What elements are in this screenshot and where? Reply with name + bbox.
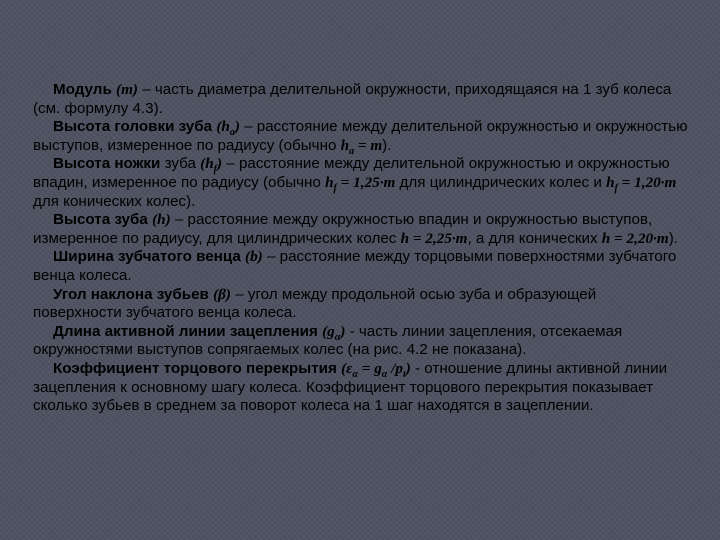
paragraph-helix-angle — [33, 286, 688, 323]
definition-mid: , а для конических — [467, 229, 602, 247]
definition: - часть линии зацепления, отсекаемая окружностями выступов сопрягаемых колес (на рис. 4.2 не показана). — [33, 322, 623, 359]
symbol: (β) — [213, 285, 231, 303]
paragraph-tooth-height — [33, 211, 688, 248]
symbol: ($\varepsilon_\alpha = g_\alpha$ $/p_t$) — [341, 359, 411, 380]
formula-2: h = 2,20·m — [601, 229, 669, 247]
symbol: $(h_f)$ — [200, 155, 223, 176]
term: Модуль — [53, 81, 112, 98]
definitions-text — [33, 81, 688, 416]
symbol: (m) — [116, 81, 138, 98]
term: Ширина зубчатого венца — [53, 248, 241, 266]
formula: $h_a = m$ — [340, 136, 383, 157]
definition: – расстояние между делительной окружностью и окружностью впадин, измеренное по радиусу (обычно — [33, 155, 670, 191]
paragraph-addendum — [33, 118, 688, 155]
symbol: (b) — [245, 248, 263, 266]
paragraph-contact-ratio — [33, 360, 688, 416]
term: Угол наклона зубьев — [53, 285, 209, 303]
formula-2: $h_f = 1,20\cdot m$ — [606, 173, 677, 194]
definition-end: ). — [668, 229, 678, 247]
term: Высота ножки — [53, 155, 161, 173]
term-rest: зуба — [160, 155, 201, 173]
definition-mid: для цилиндрических колес и — [395, 173, 607, 191]
term: Длина активной линии зацепления — [53, 322, 318, 340]
definition: – расстояние между окружностью впадин и окружностью выступов, измеренное по радиусу, для цилиндрических колес — [33, 211, 653, 247]
definition-end: ). — [382, 136, 392, 154]
definition: – расстояние между делительной окружностью и окружностью выступов, измеренное по радиусу (обычно — [33, 118, 688, 154]
symbol: (h) — [152, 211, 171, 229]
definition: – угол между продольной осью зуба и образующей поверхности зубчатого венца колеса. — [33, 285, 597, 322]
formula: $h_f = 1,25\cdot m$ — [325, 173, 396, 194]
term: Высота головки зуба — [53, 118, 213, 136]
term: Высота зуба — [53, 211, 148, 229]
paragraph-module — [33, 81, 688, 118]
definition: – часть диаметра делительной окружности, приходящаяся на 1 зуб колеса (см. формулу 4.3). — [33, 81, 672, 117]
definition: – расстояние между торцовыми поверхностями зубчатого венца колеса. — [33, 248, 677, 284]
formula: h = 2,25·m — [400, 229, 468, 247]
symbol: $(g_\alpha)$ — [322, 322, 346, 343]
paragraph-face-width — [33, 248, 688, 285]
paragraph-contact-length — [33, 323, 688, 360]
symbol: $(h_a)$ — [216, 118, 240, 139]
definition-end: для конических колес). — [33, 192, 196, 210]
definition: - отношение длины активной линии зацепления к основному шагу колеса. Коэффициент торцового перекрытия показывает сколько зубьев в среднем за поворот колеса на 1 шаг находятся в зацеплении. — [33, 359, 668, 415]
term: Коэффициент торцового перекрытия — [53, 359, 337, 377]
paragraph-dedendum — [33, 155, 688, 211]
